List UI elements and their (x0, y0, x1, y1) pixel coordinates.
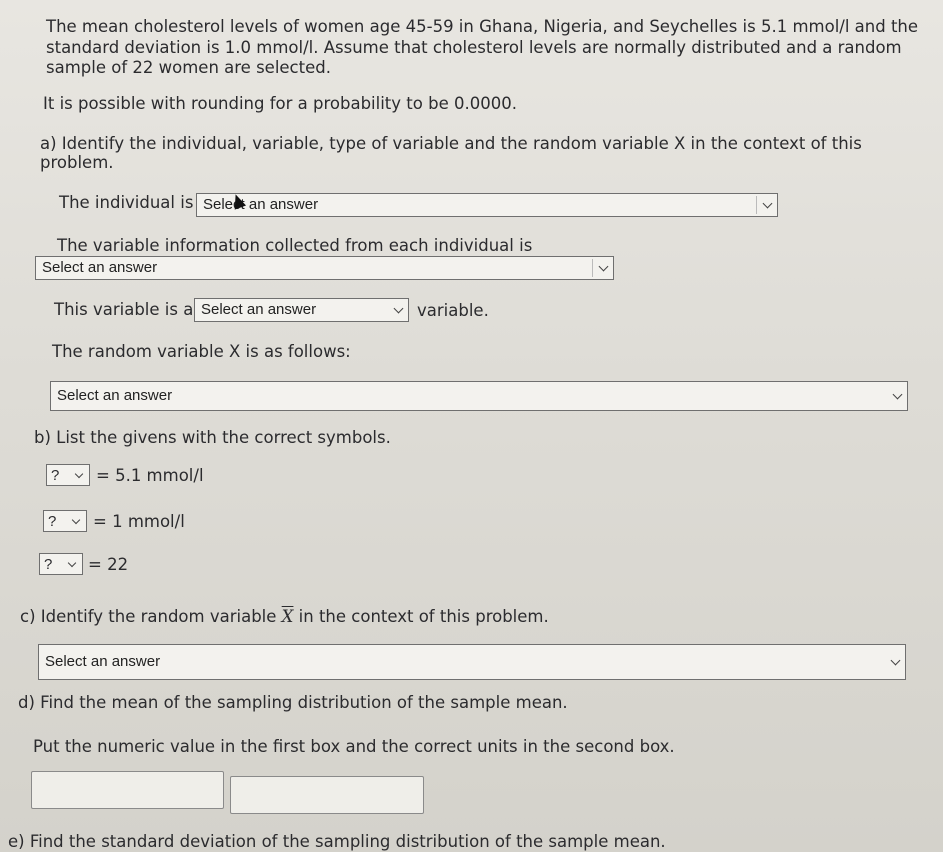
chevron-down-icon (72, 516, 80, 524)
intro-line-3: sample of 22 women are selected. (46, 58, 331, 77)
part-e-question: e) Find the standard deviation of the sampling distribution of the sample mean. (8, 832, 666, 851)
random-variable-select-value: Select an answer (57, 387, 173, 404)
individual-select-value: Select an answer (203, 196, 319, 213)
part-d-question: d) Find the mean of the sampling distribution of the sample mean. (18, 693, 568, 712)
type-label: This variable is a (54, 300, 194, 319)
random-variable-label: The random variable X is as follows: (52, 342, 351, 361)
chevron-down-icon (68, 559, 76, 567)
intro-line-2: standard deviation is 1.0 mmol/l. Assume that cholesterol levels are normally distributed and a random (46, 38, 902, 57)
part-a-question-line-1: a) Identify the individual, variable, type of variable and the random variable X in the context of this (40, 134, 862, 153)
given-value: = 22 (88, 555, 129, 574)
chevron-down-icon (893, 390, 903, 400)
mean-value-input[interactable] (31, 771, 224, 809)
x-bar-select-value: Select an answer (45, 653, 161, 670)
given-symbol-select[interactable]: ? (39, 553, 83, 575)
rounding-note: It is possible with rounding for a probability to be 0.0000. (43, 94, 517, 113)
part-a-question-line-2: problem. (40, 153, 114, 172)
chevron-down-icon (394, 304, 404, 314)
random-variable-select[interactable] (50, 381, 908, 411)
individual-label: The individual is (59, 193, 194, 212)
variable-select[interactable] (35, 256, 614, 280)
variable-select-value: Select an answer (42, 259, 158, 276)
x-bar-symbol: $\overline{X}$ (281, 607, 294, 626)
type-select-value: Select an answer (201, 301, 317, 318)
type-select[interactable] (194, 298, 409, 322)
part-d-instruction: Put the numeric value in the first box and the correct units in the second box. (33, 737, 675, 756)
given-symbol-select[interactable]: ? (43, 510, 87, 532)
individual-select[interactable] (196, 193, 778, 217)
given-symbol-select[interactable]: ? (46, 464, 90, 486)
x-bar-select[interactable] (38, 644, 906, 680)
part-c-question: c) Identify the random variable $\overline{X}$ in the context of this problem. (20, 607, 549, 626)
given-value: = 1 mmol/l (93, 512, 185, 531)
given-value: = 5.1 mmol/l (96, 466, 204, 485)
chevron-down-icon (891, 656, 901, 666)
type-suffix: variable. (417, 301, 489, 320)
intro-line-1: The mean cholesterol levels of women age 45-59 in Ghana, Nigeria, and Seychelles is 5.1 mmol/l and the (46, 17, 919, 36)
part-b-question: b) List the givens with the correct symbols. (34, 428, 391, 447)
chevron-down-icon (75, 470, 83, 478)
mean-units-input[interactable] (230, 776, 424, 814)
variable-label: The variable information collected from each individual is (57, 236, 533, 255)
